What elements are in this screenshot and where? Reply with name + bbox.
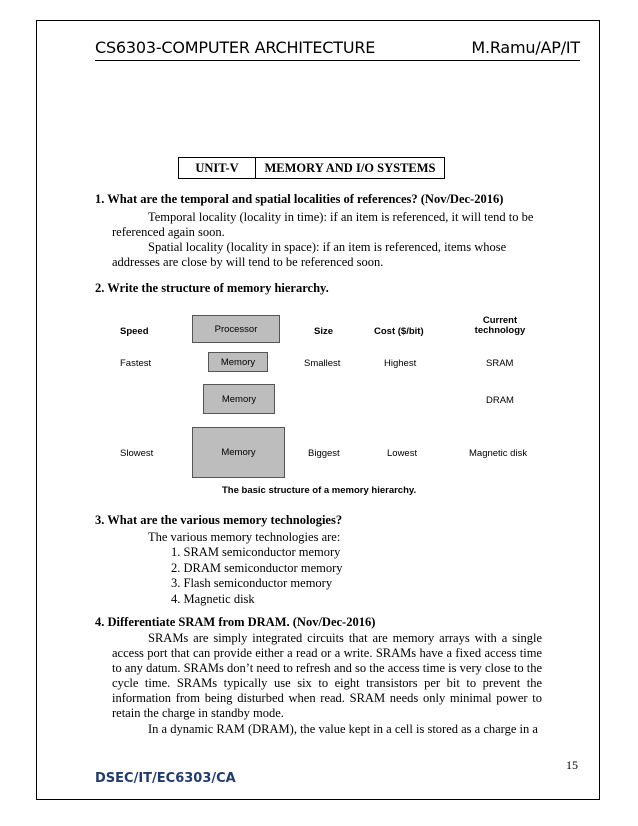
row3-speed: Slowest xyxy=(120,448,154,459)
list-item: 1. SRAM semiconductor memory xyxy=(171,545,341,559)
footer-code: DSEC/IT/EC6303/CA xyxy=(95,771,236,786)
diagram-caption: The basic structure of a memory hierarchy. xyxy=(222,485,417,496)
page-number: 15 xyxy=(566,758,578,772)
unit-title: MEMORY AND I/O SYSTEMS xyxy=(264,160,436,175)
col-tech-header-1: Current xyxy=(482,315,518,326)
row1-cost: Highest xyxy=(384,358,417,369)
row1-size: Smallest xyxy=(304,358,341,369)
col-tech-header-2: technology xyxy=(474,325,526,336)
q4-question: 4. Differentiate SRAM from DRAM. (Nov/Dec-2016) xyxy=(95,615,376,629)
unit-label: UNIT-V xyxy=(179,158,256,178)
q1-spatial xyxy=(112,240,542,270)
q1-temporal-b: referenced again soon. xyxy=(112,225,225,239)
list-item: 2. DRAM semiconductor memory xyxy=(171,560,343,575)
header-course-title: CS6303-COMPUTER ARCHITECTURE xyxy=(95,38,376,57)
row1-tech: SRAM xyxy=(486,358,514,369)
processor-box: Processor xyxy=(192,315,280,343)
col-speed-header: Speed xyxy=(120,326,149,337)
col-size-header: Size xyxy=(314,326,334,337)
list-item: 3. Flash semiconductor memory xyxy=(171,576,333,590)
q3-question: 3. What are the various memory technologies? xyxy=(95,513,343,527)
row3-size: Biggest xyxy=(308,448,340,459)
row2-tech: DRAM xyxy=(486,395,514,406)
memory-hierarchy-diagram xyxy=(110,310,550,500)
row3-memory-box: Memory xyxy=(192,427,285,478)
q3-list xyxy=(171,545,343,607)
row1-memory-box: Memory xyxy=(208,352,268,372)
q2-question: 2. Write the structure of memory hierarchy. xyxy=(95,281,329,295)
q1-question: 1. What are the temporal and spatial localities of references? (Nov/Dec-2016) xyxy=(95,192,504,206)
q4-dram-paragraph: In a dynamic RAM (DRAM), the value kept in a cell is stored as a charge in a xyxy=(148,722,538,736)
q1-spatial-b: addresses are close by will tend to be referenced soon. xyxy=(112,255,384,269)
row3-tech: Magnetic disk xyxy=(469,448,528,459)
row1-speed: Fastest xyxy=(120,358,152,369)
header-rule xyxy=(95,60,580,61)
q4-sram-paragraph: SRAMs are simply integrated circuits that are memory arrays with a single access port that can provide either a read or a write. SRAMs have a fixed access time to any datum. SRAMs don’t need to refresh and so the access time is very close to the cycle time. SRAMs typically use six to eight transistors per bit to prevent the information from being disturbed when read. SRAM needs only minimal power to retain the charge in standby mode. xyxy=(112,631,542,720)
q1-temporal xyxy=(112,210,542,240)
row2-memory-box: Memory xyxy=(203,384,275,414)
list-item: 4. Magnetic disk xyxy=(171,591,255,606)
q1-temporal-a: Temporal locality (locality in time): if an item is referenced, it will tend to be xyxy=(148,210,534,224)
row3-cost: Lowest xyxy=(387,448,418,459)
q1-spatial-a: Spatial locality (locality in space): if an item is referenced, items whose xyxy=(148,240,507,254)
header-author: M.Ramu/AP/IT xyxy=(471,38,580,57)
col-cost-header: Cost ($/bit) xyxy=(374,326,424,337)
q3-intro: The various memory technologies are: xyxy=(148,530,341,544)
unit-title-box xyxy=(178,157,445,179)
